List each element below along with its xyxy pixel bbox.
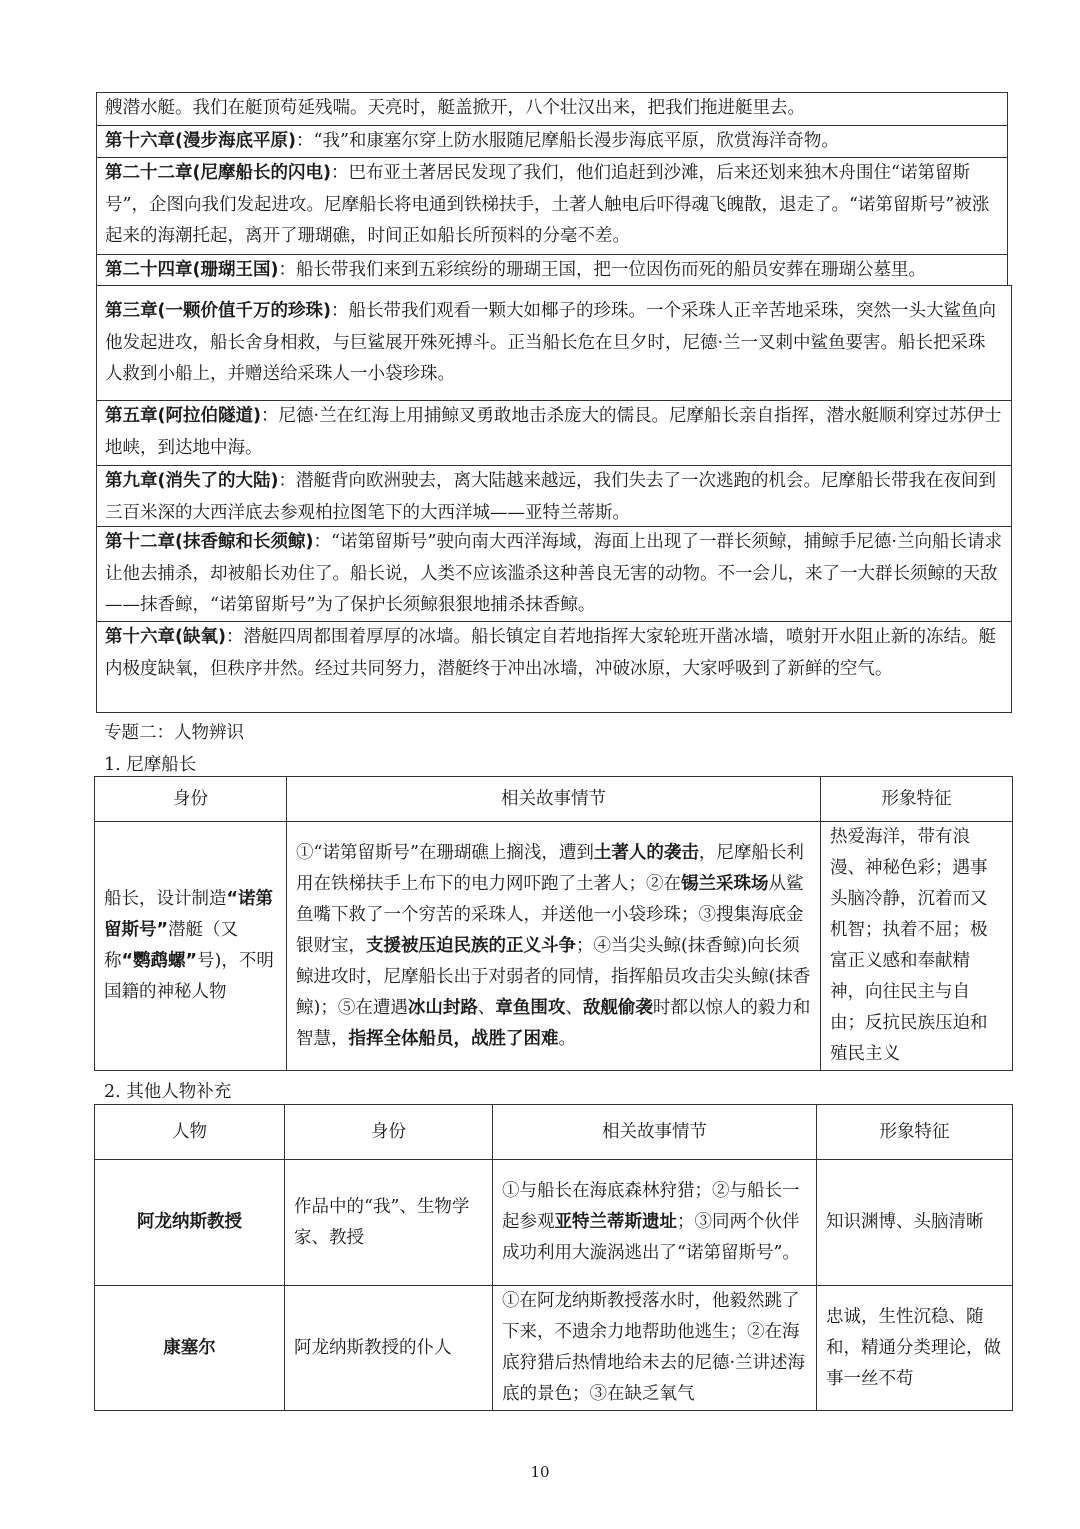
subheading-label: 其他人物补充 xyxy=(126,1082,232,1102)
subheading-number: 2. xyxy=(104,1082,121,1102)
nemo-traits: 热爱海洋，带有浪漫、神秘色彩；遇事头脑冷静，沉着而又机智；执着不屈；极富正义感和奉献精神，向往民主与自由；反抗民族压迫和殖民主义 xyxy=(821,822,1013,1071)
chapter-box-16-oxygen xyxy=(96,621,1012,713)
header-traits: 形象特征 xyxy=(817,1105,1013,1160)
character-identity: 作品中的“我”、生物学家、教授 xyxy=(285,1160,493,1286)
topic-heading: 专题二：人物辨识 xyxy=(104,723,244,743)
chapter-box-5 xyxy=(96,400,1012,466)
subheading-label: 尼摩船长 xyxy=(126,755,197,775)
subheading-others xyxy=(104,1078,231,1103)
chapter-title: 第十六章(缺氧) xyxy=(105,627,226,647)
subheading-nemo xyxy=(104,751,196,776)
chapter-text: ：潜艇背向欧洲驶去，离大陆越来越远，我们失去了一次逃跑的机会。尼摩船长带我在夜间到三百米深的大西洋底去参观柏拉图笔下的大西洋城——亚特兰蒂斯。 xyxy=(105,471,996,523)
character-name: 阿龙纳斯教授 xyxy=(95,1160,285,1286)
chapter-box-12 xyxy=(96,526,1012,622)
chapter-text: ：巴布亚土著居民发现了我们，他们追赶到沙滩，后来还划来独木舟围住“诺第留斯号”，企图向我们发起进攻。尼摩船长将电通到铁梯扶手，土著人触电后吓得魂飞魄散，退走了。“诺第留斯号”被涨起来的海潮托起，离开了珊瑚礁，时间正如船长所预料的分毫不差。 xyxy=(105,163,990,246)
chapter-title: 第十二章(抹香鲸和长须鲸) xyxy=(105,532,314,552)
header-person: 人物 xyxy=(95,1105,285,1160)
character-plot: ①在阿龙纳斯教授落水时，他毅然跳了下来，不遗余力地帮助他逃生；②在海底狩猎后热情地给未去的尼德·兰讲述海底的景色；③在缺乏氧气 xyxy=(493,1286,817,1411)
character-plot: ①与船长在海底森林狩猎；②与船长一起参观亚特兰蒂斯遗址；③同两个伙伴成功利用大漩涡逃出了“诺第留斯号”。 xyxy=(493,1160,817,1286)
chapter-text: ：船长带我们观看一颗大如椰子的珍珠。一个采珠人正辛苦地采珠，突然一头大鲨鱼向他发起进攻，船长舍身相救，与巨鲨展开殊死搏斗。正当船长危在旦夕时，尼德·兰一叉刺中鲨鱼要害。船长把采珠人救到小船上，并赠送给采珠人一小袋珍珠。 xyxy=(105,301,996,384)
chapter-text: ：“我”和康塞尔穿上防水服随尼摩船长漫步海底平原，欣赏海洋奇物。 xyxy=(296,131,839,151)
page-number: 10 xyxy=(530,1463,550,1481)
character-traits: 知识渊博、头脑清晰 xyxy=(817,1160,1013,1286)
chapter-text: 艘潜水艇。我们在艇顶苟延残喘。天亮时，艇盖掀开，八个壮汉出来，把我们拖进艇里去。 xyxy=(105,98,805,118)
characters-table xyxy=(94,1104,1013,1411)
character-identity: 阿龙纳斯教授的仆人 xyxy=(285,1286,493,1411)
chapter-title: 第三章(一颗价值千万的珍珠) xyxy=(105,301,331,321)
table-header-row xyxy=(95,777,1013,822)
chapter-box-3 xyxy=(96,285,1012,401)
character-name: 康塞尔 xyxy=(95,1286,285,1411)
nemo-identity: 船长，设计制造“诺第留斯号”潜艇（又称“鹦鹉螺”号)，不明国籍的神秘人物 xyxy=(95,822,287,1071)
chapter-box-24 xyxy=(96,254,1008,286)
header-traits: 形象特征 xyxy=(821,777,1013,822)
chapter-box-continued xyxy=(96,92,1008,126)
subheading-number: 1. xyxy=(104,755,121,775)
nemo-table xyxy=(94,776,1013,1071)
chapter-title: 第二十四章(珊瑚王国) xyxy=(105,260,279,280)
chapter-box-22 xyxy=(96,157,1008,255)
header-plot: 相关故事情节 xyxy=(287,777,821,822)
nemo-plot: ①“诺第留斯号”在珊瑚礁上搁浅，遭到土著人的袭击，尼摩船长利用在铁梯扶手上布下的电力网吓跑了土著人；②在锡兰采珠场从鲨鱼嘴下救了一个穷苦的采珠人，并送他一小袋珍珠；③搜集海底金银财宝，支援被压迫民族的正义斗争；④当尖头鲸(抹香鲸)向长须鲸进攻时，尼摩船长出于对弱者的同情，指挥船员攻击尖头鲸(抹香鲸)；⑤在遭遇冰山封路、章鱼围攻、敌舰偷袭时都以惊人的毅力和智慧，指挥全体船员，战胜了困难。 xyxy=(287,822,821,1071)
chapter-text: ：潜艇四周都围着厚厚的冰墙。船长镇定自若地指挥大家轮班开凿冰墙，喷射开水阻止新的冻结。艇内极度缺氧，但秩序井然。经过共同努力，潜艇终于冲出冰墙，冲破冰原，大家呼吸到了新鲜的空气。 xyxy=(105,627,996,679)
header-plot: 相关故事情节 xyxy=(493,1105,817,1160)
chapter-text: ：船长带我们来到五彩缤纷的珊瑚王国，把一位因伤而死的船员安葬在珊瑚公墓里。 xyxy=(278,260,926,280)
chapter-title: 第五章(阿拉伯隧道) xyxy=(105,406,261,426)
header-identity: 身份 xyxy=(95,777,287,822)
chapter-title: 第九章(消失了的大陆) xyxy=(105,471,279,491)
table-row xyxy=(95,1286,1013,1411)
table-row xyxy=(95,1160,1013,1286)
chapter-text: ：“诺第留斯号”驶向南大西洋海域，海面上出现了一群长须鲸，捕鲸手尼德·兰向船长请求让他去捕杀，却被船长劝住了。船长说，人类不应该滥杀这种善良无害的动物。不一会儿，来了一大群长须鲸的天敌——抹香鲸，“诺第留斯号”为了保护长须鲸狠狠地捕杀抹香鲸。 xyxy=(105,532,1002,615)
header-identity: 身份 xyxy=(285,1105,493,1160)
chapter-title: 第十六章(漫步海底平原) xyxy=(105,131,296,151)
chapter-text: ：尼德·兰在红海上用捕鲸叉勇敢地击杀庞大的儒艮。尼摩船长亲自指挥，潜水艇顺利穿过苏伊士地峡，到达地中海。 xyxy=(105,406,1002,458)
character-traits: 忠诚，生性沉稳、随和，精通分类理论，做事一丝不苟 xyxy=(817,1286,1013,1411)
table-row xyxy=(95,822,1013,1071)
chapter-box-16-plain xyxy=(96,125,1008,158)
table-header-row xyxy=(95,1105,1013,1160)
chapter-box-9 xyxy=(96,465,1012,527)
chapter-title: 第二十二章(尼摩船长的闪电) xyxy=(105,163,331,183)
